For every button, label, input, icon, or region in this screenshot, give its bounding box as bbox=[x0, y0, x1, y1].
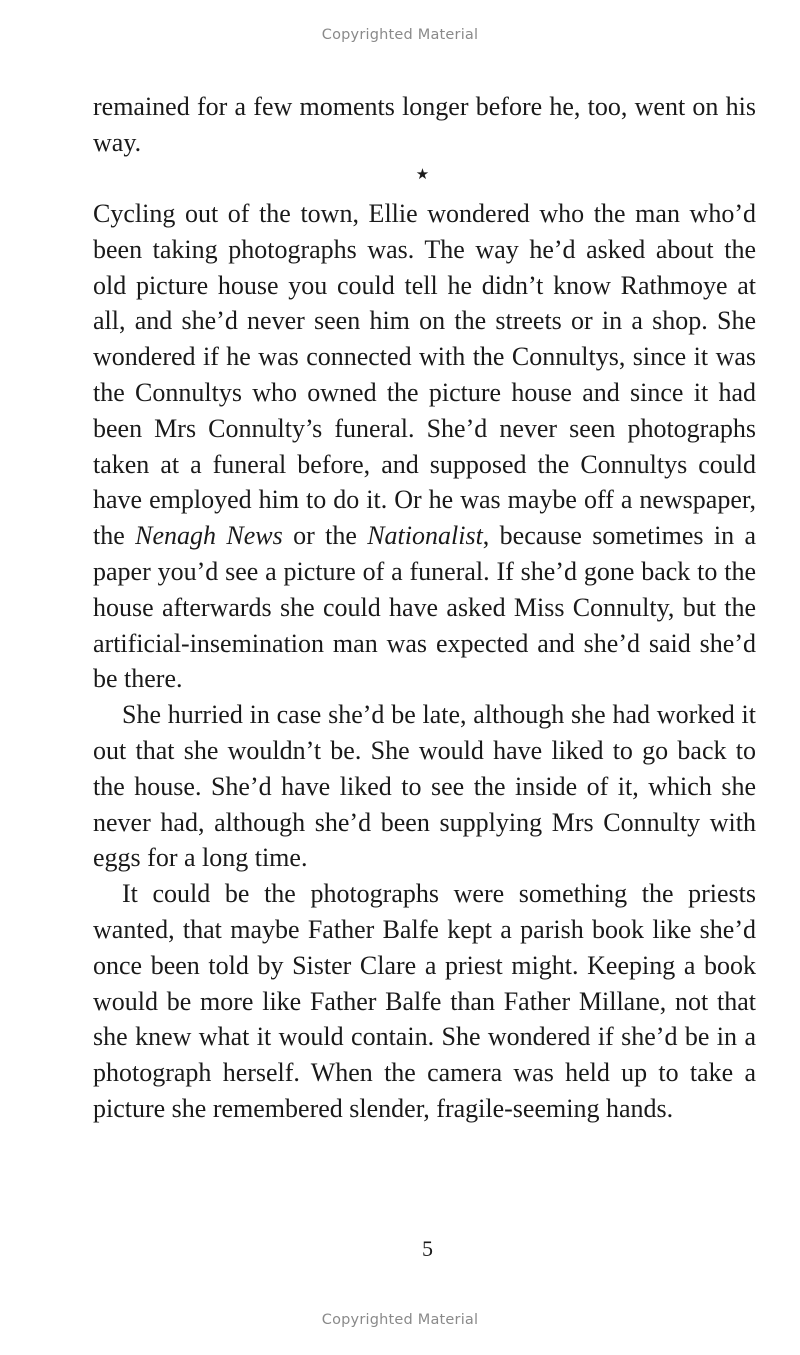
paragraph-2: She hurried in case she’d be late, although she had worked it out that she wouldn’t be. She would have liked to go back to the house. She’d have liked to see the inside of it, which she never had, although she’d been supplying Mrs Connulty with eggs for a long time. bbox=[93, 700, 756, 873]
paragraph-1-text-b: or the bbox=[282, 521, 368, 551]
section-break-star: ★ bbox=[415, 165, 430, 183]
copyright-watermark-top: Copyrighted Material bbox=[321, 27, 479, 43]
body-text-block bbox=[93, 196, 756, 1127]
paragraph-1 bbox=[93, 196, 756, 697]
paragraph-1-text-c: , because sometimes in a paper you’d see a picture of a funeral. If she’d gone back to the house afterwards she could have asked Miss Connulty, but the artificial-insemination man was expected and she’d said she’d be there. bbox=[93, 521, 756, 694]
paragraph-1-text-a: Cycling out of the town, Ellie wondered who the man who’d been taking photographs was. The way he’d asked about the old picture house you could tell he didn’t know Rathmoye at all, and she’d never seen him on the streets or in a shop. She wondered if he was connected with the Connultys, since it was the Connultys who owned the picture house and since it had been Mrs Connulty’s funeral. She’d never seen photographs taken at a funeral before, and supposed the Connultys could have employed him to do it. Or he was maybe off a newspaper, the bbox=[93, 199, 756, 551]
newspaper-title-nationalist: Nationalist bbox=[367, 521, 483, 551]
newspaper-title-nenagh-news: Nenagh News bbox=[135, 521, 283, 551]
continuation-paragraph: remained for a few moments longer before he, too, went on his way. bbox=[93, 92, 756, 157]
page-number: 5 bbox=[422, 1236, 433, 1261]
copyright-watermark-bottom: Copyrighted Material bbox=[321, 1312, 479, 1328]
paragraph-3: It could be the photographs were something the priests wanted, that maybe Father Balfe kept a parish book like she’d once been told by Sister Clare a priest might. Keeping a book would be more like Father Balfe than Father Millane, not that she knew what it would contain. She wondered if she’d be in a photograph herself. When the camera was held up to take a picture she remembered slender, fragile-seeming hands. bbox=[93, 879, 756, 1123]
continuation-text-block bbox=[93, 89, 756, 161]
